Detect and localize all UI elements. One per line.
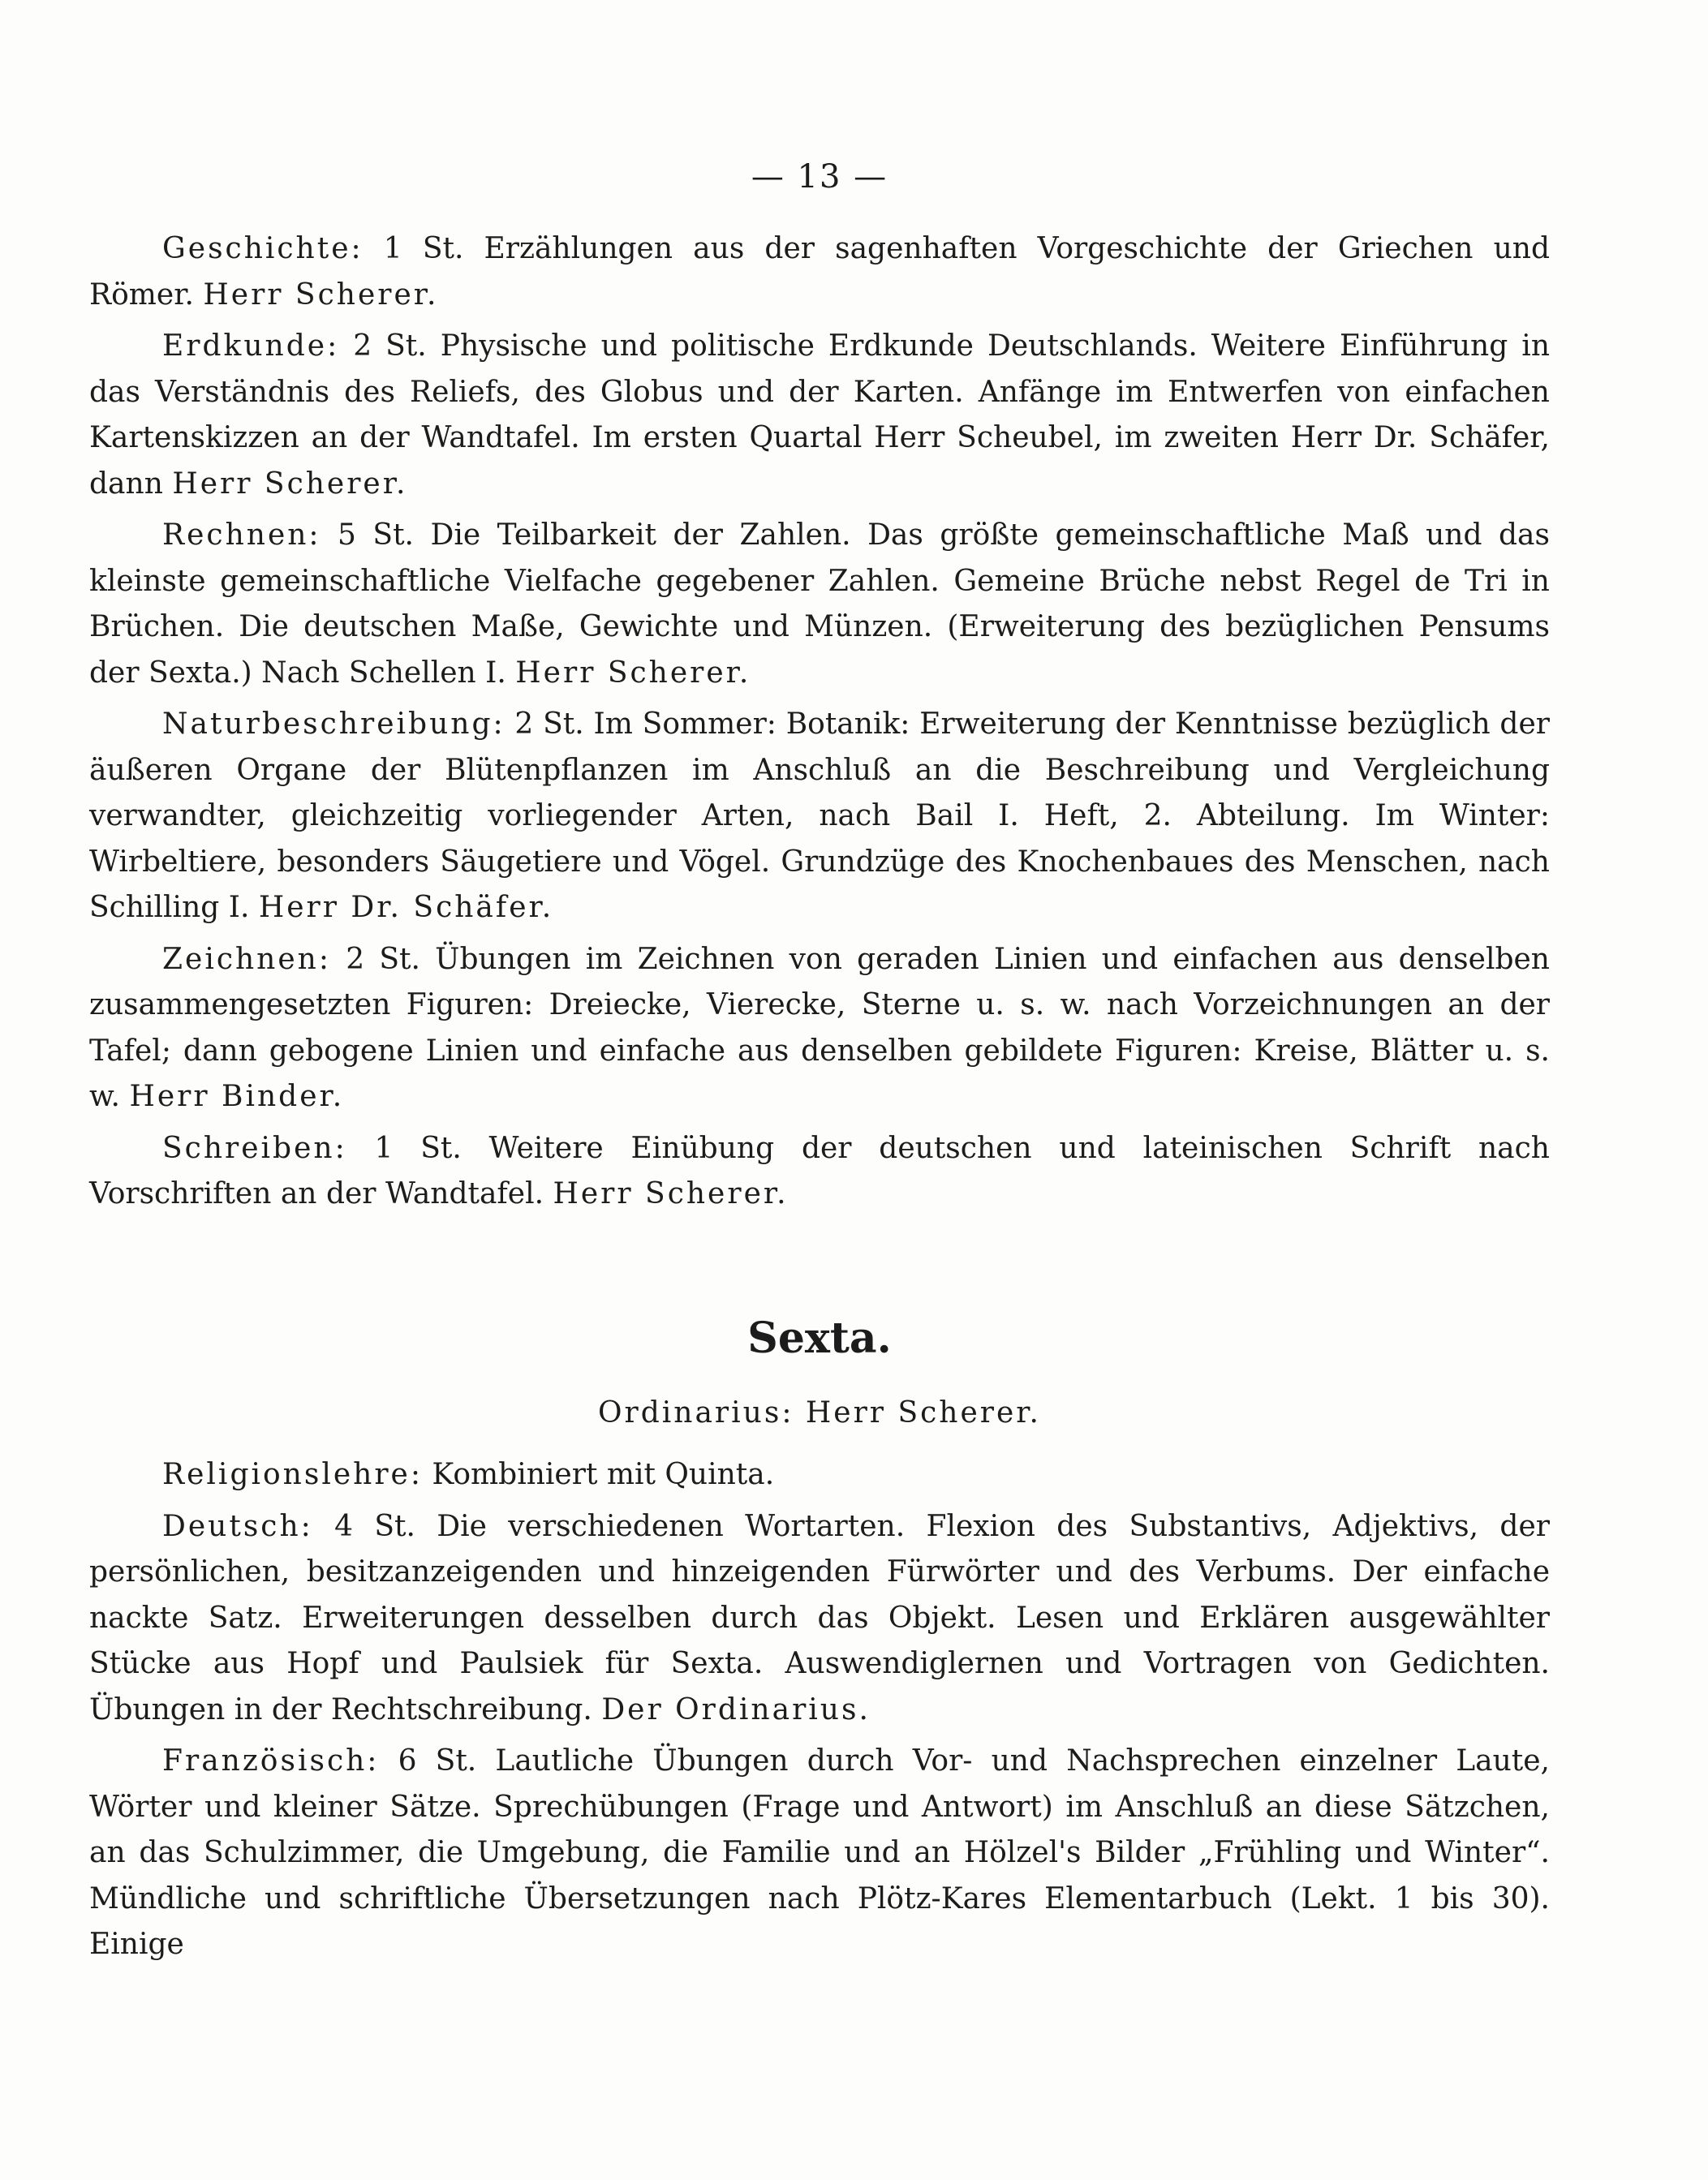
subject-label: Deutsch: (162, 1509, 313, 1543)
paragraph-text: 4 St. Die verschiedenen Wortarten. Flexion des Substantivs, Adjektivs, der persönlichen, besitzanzeigenden und hinzeigenden Fürwörter und des Verbums. Der einfache nackte Satz. Erweiterungen desselben durch das Objekt. Lesen und Erklären ausgewählter Stücke aus Hopf und Paulsiek für Sexta. Auswendiglernen und Vortragen von Gedichten. Übungen in der Rechtschreibung. (89, 1509, 1550, 1726)
paragraph-zeichnen (89, 937, 1550, 1120)
paragraph-deutsch (89, 1504, 1550, 1734)
paragraph-text: 1 St. Erzählungen aus der sagenhaften Vorgeschichte der Griechen und Römer. (89, 232, 1550, 312)
teacher-name: Herr Scherer. (553, 1177, 789, 1210)
paragraph-text: 6 St. Lautliche Übungen durch Vor- und Nachsprechen einzelner Laute, Wörter und kleiner Sätze. Sprechübungen (Frage und Antwort) im Anschluß an diese Sätzchen, an das Schulzimmer, die Umgebung, die Familie und an Hölzel's Bilder „Frühling und Winter“. Mündliche und schriftliche Übersetzungen nach Plötz-Kares Elementarbuch (Lekt. 1 bis 30). Einige (89, 1744, 1550, 1961)
teacher-name: Herr Scherer. (203, 277, 439, 312)
paragraph-text: 2 St. Physische und politische Erdkunde Deutschlands. Weitere Einführung in das Verständnis des Reliefs, des Globus und der Karten. Anfänge im Entwerfen von einfachen Kartenskizzen an der Wandtafel. Im ersten Quartal Herr Scheubel, im zweiten Herr Dr. Schäfer, dann (89, 329, 1550, 501)
subject-label: Schreiben: (162, 1131, 347, 1165)
teacher-name: Der Ordinarius. (601, 1692, 871, 1726)
subject-label: Französisch: (162, 1744, 380, 1778)
paragraph-franzoesisch (89, 1739, 1550, 1968)
section-heading: Sexta. (747, 1313, 892, 1363)
document-page (89, 158, 1550, 1974)
upper-section (89, 226, 1550, 1218)
teacher-name: Herr Binder. (129, 1080, 345, 1113)
lower-section (89, 1452, 1550, 1968)
teacher-name: Herr Dr. Schäfer. (258, 891, 554, 924)
ordinarius-line: Ordinarius: Herr Scherer. (598, 1395, 1041, 1430)
subject-label: Rechnen: (162, 518, 321, 552)
paragraph-text: Kombiniert mit Quinta. (422, 1458, 775, 1491)
subject-label: Naturbeschreibung: (162, 707, 506, 741)
paragraph-schreiben (89, 1126, 1550, 1218)
paragraph-geschichte (89, 226, 1550, 318)
paragraph-text: 1 St. Weitere Einübung der deutschen und lateinischen Schrift nach Vorschriften an der Wandtafel. (89, 1131, 1550, 1210)
paragraph-rechnen (89, 513, 1550, 696)
paragraph-text: 5 St. Die Teilbarkeit der Zahlen. Das größte gemeinschaftliche Maß und das kleinste gemeinschaftliche Vielfache gegebener Zahlen. Gemeine Brüche nebst Regel de Tri in Brüchen. Die deutschen Maße, Gewichte und Münzen. (Erweiterung des bezüglichen Pensums der Sexta.) Nach Schellen I. (89, 518, 1550, 690)
paragraph-religionslehre (89, 1452, 1550, 1498)
subject-label: Erdkunde: (162, 329, 340, 363)
subject-label: Religionslehre: (162, 1458, 423, 1491)
paragraph-erdkunde (89, 324, 1550, 507)
page-number: — 13 — (751, 158, 888, 196)
paragraph-text: 2 St. Übungen im Zeichnen von geraden Linien und einfachen aus denselben zusammengesetzten Figuren: Dreiecke, Vierecke, Sterne u. s. w. nach Vorzeichnungen an der Tafel; dann gebogene Linien und einfache aus denselben gebildete Figuren: Kreise, Blätter u. s. w. (89, 942, 1550, 1113)
paragraph-naturbeschreibung (89, 702, 1550, 931)
paragraph-text: 2 St. Im Sommer: Botanik: Erweiterung der Kenntnisse bezüglich der äußeren Organe der Blütenpflanzen im Anschluß an die Beschreibung und Vergleichung verwandter, gleichzeitig vorliegender Arten, nach Bail I. Heft, 2. Abteilung. Im Winter: Wirbeltiere, besonders Säugetiere und Vögel. Grundzüge des Knochenbaues des Menschen, nach Schilling I. (89, 707, 1550, 924)
subject-label: Geschichte: (162, 232, 364, 265)
subject-label: Zeichnen: (162, 942, 331, 976)
teacher-name: Herr Scherer. (172, 467, 408, 501)
teacher-name: Herr Scherer. (515, 656, 751, 690)
